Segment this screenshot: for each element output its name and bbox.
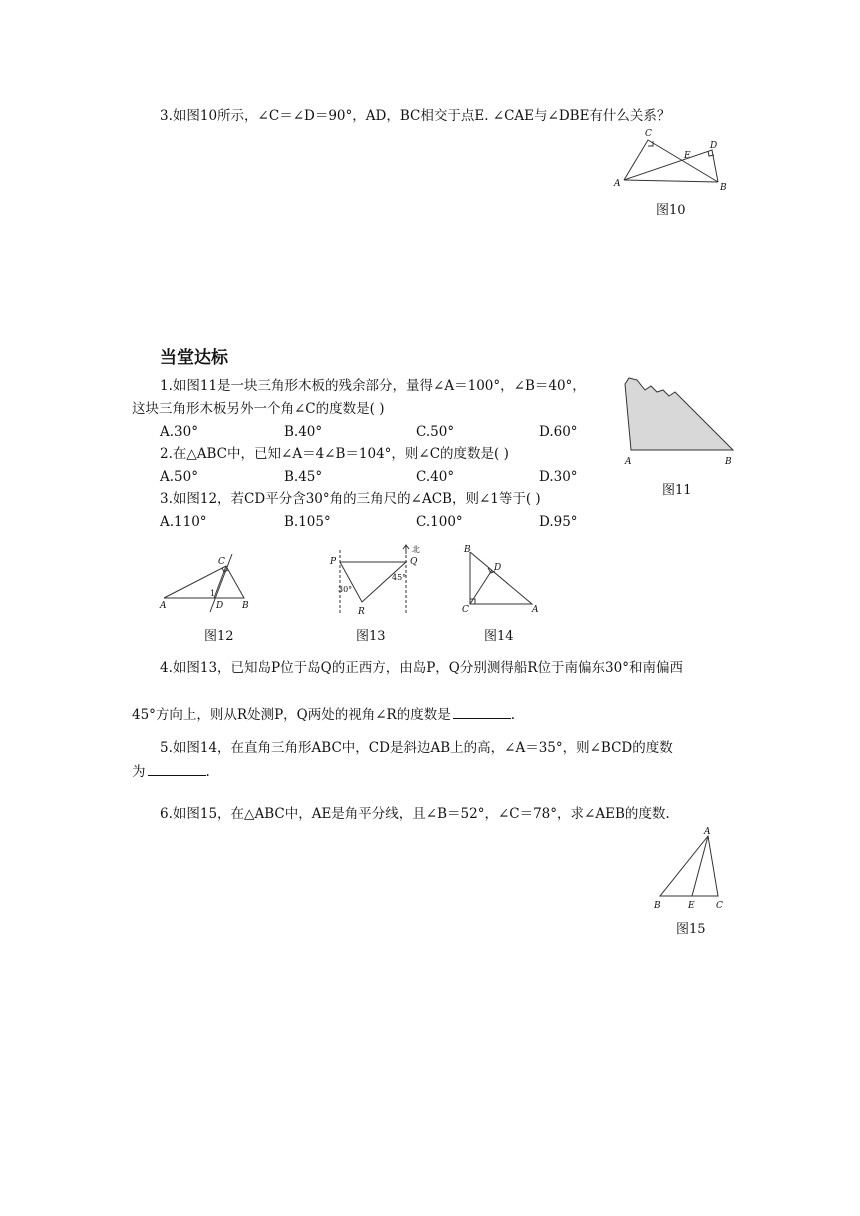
q3-option-d: D.95° xyxy=(539,514,578,530)
fig11-label-b: B xyxy=(725,457,732,467)
question-3: 3.如图12，若CD平分含30°角的三角尺的∠ACB，则∠1等于( ) xyxy=(160,491,541,507)
figure-11 xyxy=(615,372,745,472)
q3-option-c: C.100° xyxy=(416,514,463,530)
fig14-label-c: C xyxy=(462,605,469,615)
fig10-label-a: A xyxy=(614,179,621,189)
q2-option-b: B.45° xyxy=(284,469,323,485)
q1-option-b: B.40° xyxy=(284,424,323,440)
figure-13 xyxy=(328,544,428,620)
section-title: 当堂达标 xyxy=(160,348,228,368)
figure-12 xyxy=(158,552,258,616)
q1-option-a: A.30° xyxy=(160,424,198,440)
question-3-top: 3.如图10所示，∠C＝∠D＝90°，AD，BC相交于点E. ∠CAE与∠DBE有什么关系？ xyxy=(160,108,671,124)
fig13-label-q: Q xyxy=(410,557,418,567)
q2-option-c: C.40° xyxy=(416,469,455,485)
question-4-line-2: 45°方向上，则从R处测P，Q两处的视角∠R的度数是 . xyxy=(132,707,516,723)
fig12-label-a: A xyxy=(160,601,167,611)
question-1-line-2: 这块三角形木板另外一个角∠C的度数是( ) xyxy=(132,401,385,417)
fig13-label-north: 北 xyxy=(412,545,420,554)
figure-10-caption: 图10 xyxy=(656,203,686,218)
figure-11-caption: 图11 xyxy=(662,483,692,498)
fig13-label-30: 30° xyxy=(338,585,353,594)
fig10-label-b: B xyxy=(720,183,727,193)
q3-option-a: A.110° xyxy=(160,514,207,530)
q1-option-d: D.60° xyxy=(539,424,578,440)
fig14-label-d: D xyxy=(494,563,502,573)
q4-answer-blank[interactable] xyxy=(453,705,511,719)
fig12-label-1: 1 xyxy=(210,589,216,598)
fig15-label-b: B xyxy=(654,901,661,911)
fig13-label-r: R xyxy=(358,607,365,617)
q2-option-d: D.30° xyxy=(539,469,578,485)
fig15-label-c: C xyxy=(716,901,723,911)
question-5-line-1: 5.如图14，在直角三角形ABC中，CD是斜边AB上的高，∠A＝35°，则∠BCD的度数 xyxy=(160,740,673,756)
figure-10 xyxy=(610,126,740,194)
q5-answer-blank[interactable] xyxy=(148,762,206,776)
q1-option-c: C.50° xyxy=(416,424,455,440)
fig12-label-d: D xyxy=(216,601,224,611)
figure-14-caption: 图14 xyxy=(484,629,514,644)
figure-15-caption: 图15 xyxy=(676,922,706,937)
fig10-label-d: D xyxy=(710,141,718,151)
fig13-label-p: P xyxy=(330,557,337,567)
fig15-label-a: A xyxy=(704,827,711,837)
figure-12-caption: 图12 xyxy=(204,629,234,644)
fig12-label-c: C xyxy=(218,557,225,567)
q3-option-b: B.105° xyxy=(284,514,331,530)
figure-15 xyxy=(650,824,732,912)
question-5-line-2: 为 . xyxy=(132,764,210,780)
question-2: 2.在△ABC中，已知∠A＝4∠B＝104°，则∠C的度数是( ) xyxy=(160,446,509,462)
fig12-label-b: B xyxy=(242,601,249,611)
question-6: 6.如图15，在△ABC中，AE是角平分线，且∠B＝52°，∠C＝78°，求∠AEB的度数. xyxy=(160,806,670,822)
fig14-label-b: B xyxy=(464,545,471,555)
figure-13-caption: 图13 xyxy=(356,629,386,644)
fig14-label-a: A xyxy=(532,605,539,615)
figure-14 xyxy=(458,544,548,616)
fig11-label-a: A xyxy=(625,457,632,467)
fig10-label-e: E xyxy=(684,151,691,161)
fig13-label-45: 45° xyxy=(392,573,407,582)
fig15-label-e: E xyxy=(688,901,695,911)
q2-option-a: A.50° xyxy=(160,469,198,485)
question-1-line-1: 1.如图11是一块三角形木板的残余部分，量得∠A＝100°，∠B＝40°， xyxy=(160,378,586,394)
question-4-line-1: 4.如图13，已知岛P位于岛Q的正西方，由岛P，Q分别测得船R位于南偏东30°和南偏西 xyxy=(160,660,683,676)
fig10-label-c: C xyxy=(645,129,652,139)
